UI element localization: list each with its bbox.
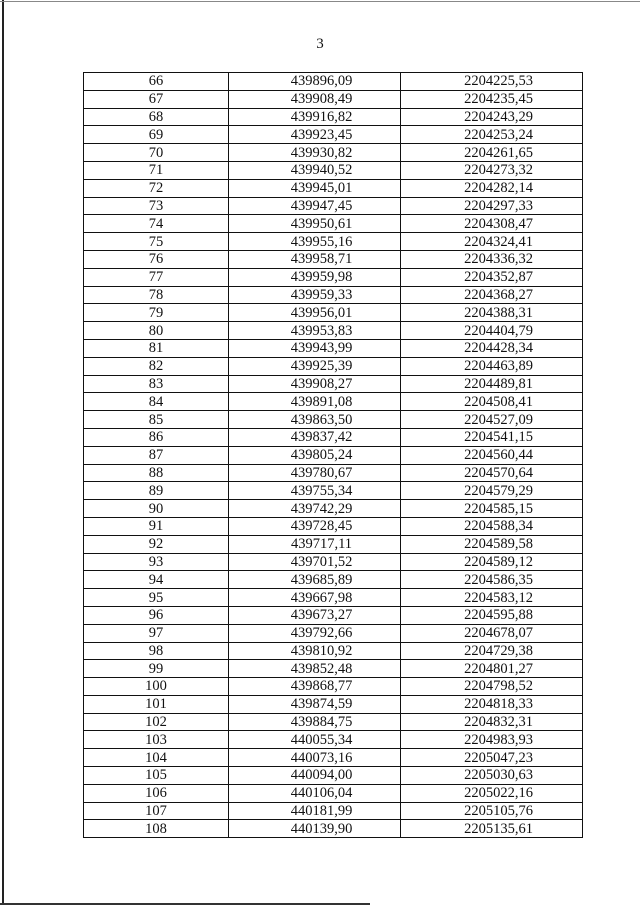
table-row (84, 571, 583, 589)
y-coordinate-cell: 2204586,35 (401, 571, 583, 589)
point-number-cell: 83 (84, 375, 229, 393)
point-number-cell: 81 (84, 339, 229, 357)
point-number-cell: 92 (84, 535, 229, 553)
point-number-cell: 90 (84, 500, 229, 518)
y-coordinate-cell: 2204508,41 (401, 393, 583, 411)
point-number-cell: 99 (84, 660, 229, 678)
point-number-cell: 82 (84, 357, 229, 375)
x-coordinate-cell: 439945,01 (229, 179, 401, 197)
y-coordinate-cell: 2204308,47 (401, 215, 583, 233)
x-coordinate-cell: 440073,16 (229, 749, 401, 767)
table-row (84, 606, 583, 624)
x-coordinate-cell: 439685,89 (229, 571, 401, 589)
x-coordinate-cell: 440106,04 (229, 784, 401, 802)
point-number-cell: 76 (84, 250, 229, 268)
table-row (84, 339, 583, 357)
point-number-cell: 98 (84, 642, 229, 660)
point-number-cell: 104 (84, 749, 229, 767)
x-coordinate-cell: 439667,98 (229, 589, 401, 607)
point-number-cell: 78 (84, 286, 229, 304)
point-number-cell: 102 (84, 713, 229, 731)
table-row (84, 250, 583, 268)
y-coordinate-cell: 2204583,12 (401, 589, 583, 607)
table-row (84, 695, 583, 713)
x-coordinate-cell: 439792,66 (229, 624, 401, 642)
x-coordinate-cell: 439837,42 (229, 428, 401, 446)
y-coordinate-cell: 2204261,65 (401, 144, 583, 162)
coordinates-table (83, 72, 583, 838)
y-coordinate-cell: 2205022,16 (401, 784, 583, 802)
y-coordinate-cell: 2204352,87 (401, 268, 583, 286)
y-coordinate-cell: 2205030,63 (401, 767, 583, 785)
point-number-cell: 70 (84, 144, 229, 162)
table-row (84, 108, 583, 126)
x-coordinate-cell: 439923,45 (229, 126, 401, 144)
y-coordinate-cell: 2204729,38 (401, 642, 583, 660)
point-number-cell: 71 (84, 161, 229, 179)
point-number-cell: 107 (84, 802, 229, 820)
y-coordinate-cell: 2204818,33 (401, 695, 583, 713)
x-coordinate-cell: 439958,71 (229, 250, 401, 268)
y-coordinate-cell: 2205105,76 (401, 802, 583, 820)
point-number-cell: 66 (84, 73, 229, 91)
point-number-cell: 87 (84, 446, 229, 464)
x-coordinate-cell: 439717,11 (229, 535, 401, 553)
table-row (84, 197, 583, 215)
table-row (84, 517, 583, 535)
y-coordinate-cell: 2204404,79 (401, 322, 583, 340)
x-coordinate-cell: 439673,27 (229, 606, 401, 624)
point-number-cell: 75 (84, 233, 229, 251)
x-coordinate-cell: 440181,99 (229, 802, 401, 820)
x-coordinate-cell: 439908,27 (229, 375, 401, 393)
table-row (84, 624, 583, 642)
y-coordinate-cell: 2204595,88 (401, 606, 583, 624)
table-row (84, 161, 583, 179)
y-coordinate-cell: 2204678,07 (401, 624, 583, 642)
table-row (84, 802, 583, 820)
point-number-cell: 96 (84, 606, 229, 624)
x-coordinate-cell: 439755,34 (229, 482, 401, 500)
table-row (84, 464, 583, 482)
x-coordinate-cell: 439916,82 (229, 108, 401, 126)
table-row (84, 482, 583, 500)
y-coordinate-cell: 2204282,14 (401, 179, 583, 197)
table-row (84, 713, 583, 731)
x-coordinate-cell: 439896,09 (229, 73, 401, 91)
point-number-cell: 89 (84, 482, 229, 500)
y-coordinate-cell: 2204570,64 (401, 464, 583, 482)
x-coordinate-cell: 440139,90 (229, 820, 401, 838)
point-number-cell: 94 (84, 571, 229, 589)
table-row (84, 642, 583, 660)
scan-top-edge (0, 1, 640, 2)
point-number-cell: 84 (84, 393, 229, 411)
table-row (84, 215, 583, 233)
point-number-cell: 88 (84, 464, 229, 482)
table-row (84, 767, 583, 785)
x-coordinate-cell: 439959,98 (229, 268, 401, 286)
coordinates-table-body (84, 73, 583, 838)
point-number-cell: 73 (84, 197, 229, 215)
x-coordinate-cell: 440055,34 (229, 731, 401, 749)
table-row (84, 660, 583, 678)
x-coordinate-cell: 439852,48 (229, 660, 401, 678)
scan-left-edge (2, 0, 4, 905)
point-number-cell: 97 (84, 624, 229, 642)
y-coordinate-cell: 2204253,24 (401, 126, 583, 144)
point-number-cell: 95 (84, 589, 229, 607)
table-row (84, 304, 583, 322)
table-row (84, 90, 583, 108)
table-row (84, 500, 583, 518)
table-row (84, 749, 583, 767)
y-coordinate-cell: 2204983,93 (401, 731, 583, 749)
y-coordinate-cell: 2204832,31 (401, 713, 583, 731)
point-number-cell: 103 (84, 731, 229, 749)
x-coordinate-cell: 439728,45 (229, 517, 401, 535)
point-number-cell: 85 (84, 411, 229, 429)
page-number: 3 (316, 36, 324, 52)
table-row (84, 322, 583, 340)
table-row (84, 73, 583, 91)
x-coordinate-cell: 439940,52 (229, 161, 401, 179)
point-number-cell: 67 (84, 90, 229, 108)
y-coordinate-cell: 2204273,32 (401, 161, 583, 179)
table-row (84, 446, 583, 464)
x-coordinate-cell: 439943,99 (229, 339, 401, 357)
y-coordinate-cell: 2204560,44 (401, 446, 583, 464)
y-coordinate-cell: 2204324,41 (401, 233, 583, 251)
x-coordinate-cell: 439742,29 (229, 500, 401, 518)
y-coordinate-cell: 2204428,34 (401, 339, 583, 357)
table-row (84, 375, 583, 393)
y-coordinate-cell: 2204243,29 (401, 108, 583, 126)
point-number-cell: 91 (84, 517, 229, 535)
table-row (84, 233, 583, 251)
y-coordinate-cell: 2205047,23 (401, 749, 583, 767)
point-number-cell: 106 (84, 784, 229, 802)
point-number-cell: 77 (84, 268, 229, 286)
y-coordinate-cell: 2204368,27 (401, 286, 583, 304)
y-coordinate-cell: 2204388,31 (401, 304, 583, 322)
y-coordinate-cell: 2204798,52 (401, 678, 583, 696)
x-coordinate-cell: 439874,59 (229, 695, 401, 713)
x-coordinate-cell: 439953,83 (229, 322, 401, 340)
y-coordinate-cell: 2204579,29 (401, 482, 583, 500)
x-coordinate-cell: 439810,92 (229, 642, 401, 660)
x-coordinate-cell: 439959,33 (229, 286, 401, 304)
x-coordinate-cell: 439805,24 (229, 446, 401, 464)
x-coordinate-cell: 439955,16 (229, 233, 401, 251)
y-coordinate-cell: 2204463,89 (401, 357, 583, 375)
x-coordinate-cell: 439701,52 (229, 553, 401, 571)
point-number-cell: 86 (84, 428, 229, 446)
table-row (84, 411, 583, 429)
x-coordinate-cell: 439868,77 (229, 678, 401, 696)
point-number-cell: 100 (84, 678, 229, 696)
x-coordinate-cell: 439925,39 (229, 357, 401, 375)
point-number-cell: 72 (84, 179, 229, 197)
x-coordinate-cell: 439891,08 (229, 393, 401, 411)
y-coordinate-cell: 2204489,81 (401, 375, 583, 393)
y-coordinate-cell: 2204801,27 (401, 660, 583, 678)
point-number-cell: 74 (84, 215, 229, 233)
x-coordinate-cell: 439908,49 (229, 90, 401, 108)
x-coordinate-cell: 439884,75 (229, 713, 401, 731)
x-coordinate-cell: 439780,67 (229, 464, 401, 482)
y-coordinate-cell: 2204297,33 (401, 197, 583, 215)
y-coordinate-cell: 2205135,61 (401, 820, 583, 838)
table-row (84, 678, 583, 696)
y-coordinate-cell: 2204527,09 (401, 411, 583, 429)
table-row (84, 535, 583, 553)
y-coordinate-cell: 2204235,45 (401, 90, 583, 108)
table-row (84, 357, 583, 375)
x-coordinate-cell: 439950,61 (229, 215, 401, 233)
table-row (84, 553, 583, 571)
y-coordinate-cell: 2204336,32 (401, 250, 583, 268)
point-number-cell: 69 (84, 126, 229, 144)
point-number-cell: 108 (84, 820, 229, 838)
table-row (84, 731, 583, 749)
point-number-cell: 93 (84, 553, 229, 571)
table-row (84, 144, 583, 162)
table-row (84, 589, 583, 607)
table-row (84, 126, 583, 144)
table-row (84, 286, 583, 304)
y-coordinate-cell: 2204541,15 (401, 428, 583, 446)
y-coordinate-cell: 2204585,15 (401, 500, 583, 518)
point-number-cell: 68 (84, 108, 229, 126)
table-row (84, 428, 583, 446)
table-row (84, 393, 583, 411)
point-number-cell: 80 (84, 322, 229, 340)
y-coordinate-cell: 2204225,53 (401, 73, 583, 91)
x-coordinate-cell: 439947,45 (229, 197, 401, 215)
point-number-cell: 105 (84, 767, 229, 785)
table-row (84, 820, 583, 838)
table-row (84, 268, 583, 286)
y-coordinate-cell: 2204588,34 (401, 517, 583, 535)
y-coordinate-cell: 2204589,58 (401, 535, 583, 553)
x-coordinate-cell: 439956,01 (229, 304, 401, 322)
x-coordinate-cell: 440094,00 (229, 767, 401, 785)
x-coordinate-cell: 439930,82 (229, 144, 401, 162)
table-row (84, 784, 583, 802)
table-row (84, 179, 583, 197)
y-coordinate-cell: 2204589,12 (401, 553, 583, 571)
x-coordinate-cell: 439863,50 (229, 411, 401, 429)
point-number-cell: 79 (84, 304, 229, 322)
point-number-cell: 101 (84, 695, 229, 713)
